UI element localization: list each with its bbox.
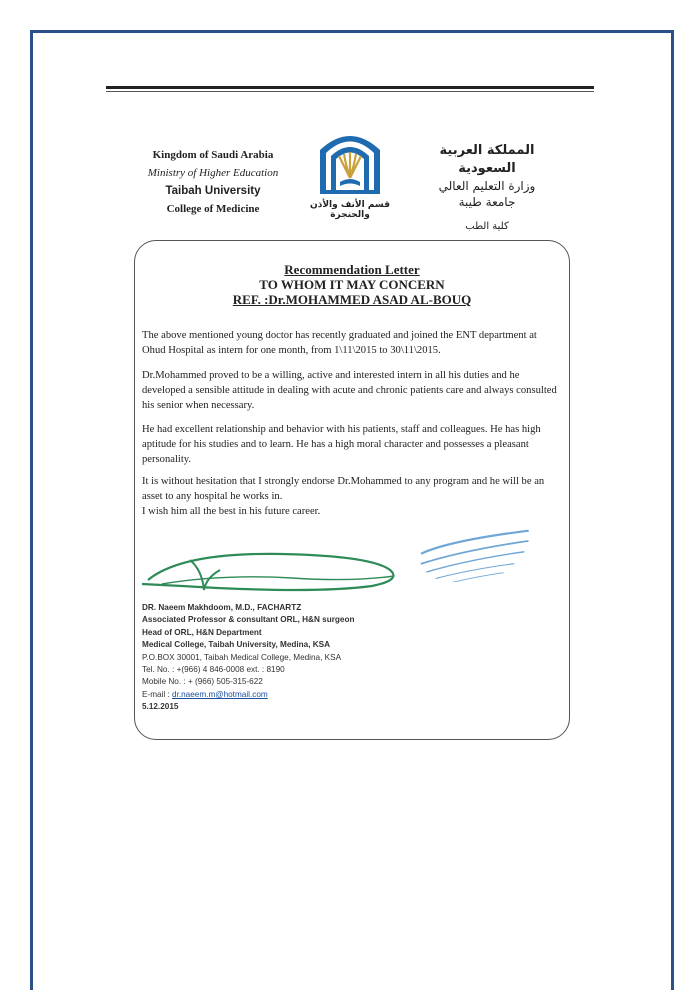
handwritten-signature-icon	[142, 540, 412, 596]
university-name-arabic: جامعة طيبة	[458, 195, 516, 209]
letter-heading	[134, 262, 570, 307]
signatory-institution: Medical College, Taibah University, Medina, KSA	[142, 640, 331, 650]
official-stamp-icon	[412, 526, 542, 582]
header-rule-thin	[106, 91, 594, 92]
letter-paragraph: Dr.Mohammed proved to be a willing, active and interested intern in all his duties and he developed a sensible attitude in dealing with acute and chronic patients care and always consulted his senior when necessary.	[142, 370, 557, 411]
country-name: Kingdom of Saudi Arabia	[152, 149, 274, 161]
taibah-university-logo-icon	[316, 128, 384, 196]
signatory-head: Head of ORL, H&N Department	[142, 627, 262, 637]
header-english-block	[128, 146, 298, 218]
letter-paragraph: The above mentioned young doctor has recently graduated and joined the ENT department at Ohud Hospital as intern for one month, from 1\11\2015 to 30\11\2015.	[142, 330, 537, 356]
closing-text: I wish him all the best in his future career.	[142, 506, 321, 517]
college-name: College of Medicine	[166, 203, 260, 215]
letter-paragraph: He had excellent relationship and behavior with his patients, staff and colleagues. He has high aptitude for his studies and to learn. He has a high moral character and possesses a pleasant personality.	[142, 424, 541, 465]
letter-title: Recommendation Letter	[284, 262, 420, 277]
telephone: Tel. No. : +(966) 4 846-0008 ext. : 8190	[142, 665, 285, 675]
mobile: Mobile No. : + (966) 505-315-622	[142, 677, 263, 687]
email-line	[142, 689, 442, 701]
email-label: E-mail :	[142, 689, 173, 699]
country-name-arabic: المملكة العربية السعودية	[439, 143, 535, 176]
po-box: P.O.BOX 30001, Taibah Medical College, Medina, KSA	[142, 652, 342, 662]
header-rule	[106, 86, 594, 89]
endorsement-text: It is without hesitation that I strongly endorse Dr.Mohammed to any program and he will be an asset to any hospital he works in.	[142, 476, 545, 502]
ministry-name-arabic: وزارة التعليم العالي	[438, 179, 536, 193]
college-name-arabic: كلية الطب	[465, 221, 509, 232]
university-name: Taibah University	[165, 185, 261, 197]
letter-date: 5.12.2015	[142, 702, 179, 712]
ministry-name: Ministry of Higher Education	[147, 167, 279, 179]
letter-salutation: TO WHOM IT MAY CONCERN	[259, 277, 445, 292]
header-arabic-block	[412, 142, 562, 236]
signatory-contact	[142, 602, 442, 714]
email-link[interactable]: dr.naeem.m@hotmail.com	[172, 689, 268, 699]
department-arabic: قسم الأنف والأذن والحنجرة	[310, 200, 390, 220]
letter-paragraph	[142, 474, 560, 519]
letter-reference: REF. :Dr.MOHAMMED ASAD AL-BOUQ	[232, 292, 472, 307]
signatory-name: DR. Naeem Makhdoom, M.D., FACHARTZ	[142, 603, 302, 612]
signatory-position: Associated Professor & consultant ORL, H&N surgeon	[142, 615, 355, 625]
